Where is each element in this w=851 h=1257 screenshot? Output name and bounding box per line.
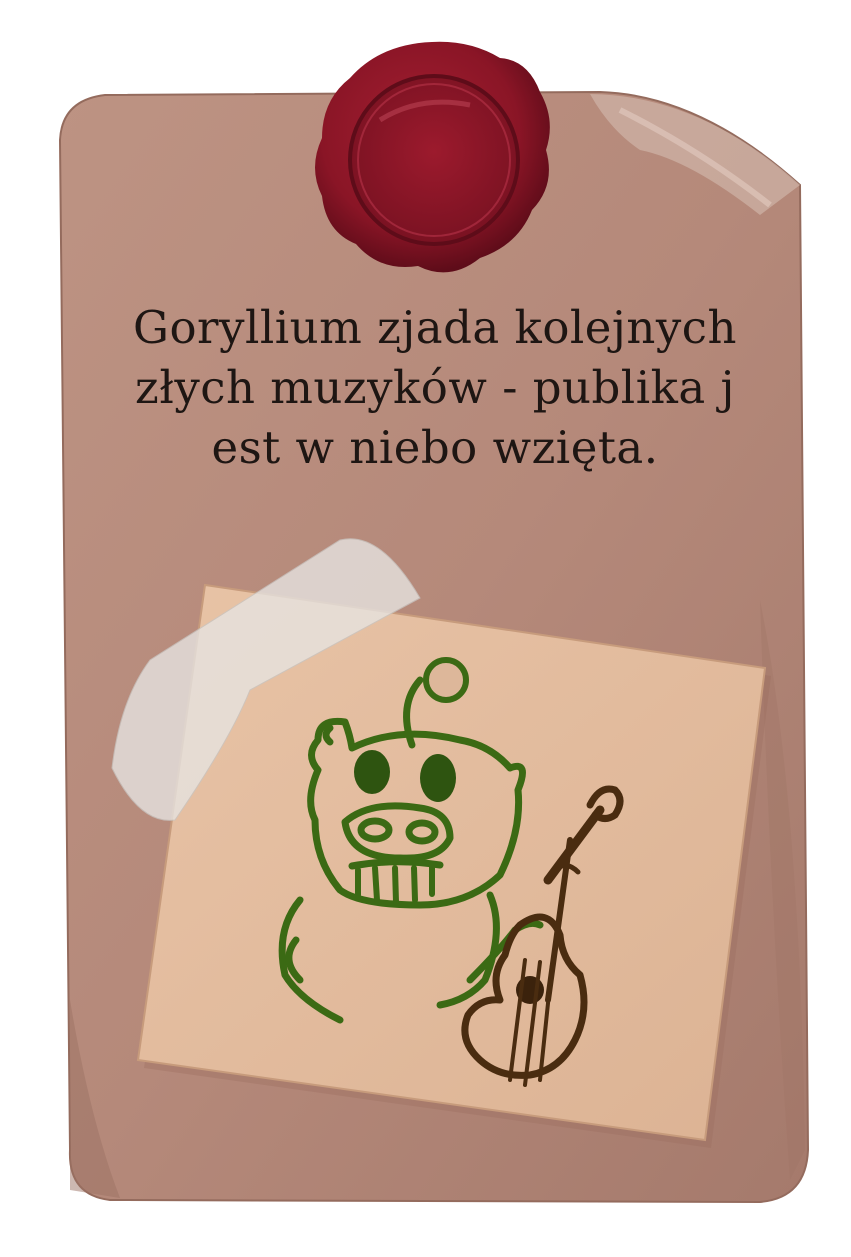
card-caption xyxy=(100,298,770,478)
caption-line-3: est w niebo wzięta. xyxy=(211,421,659,474)
caption-line-2: złych muzyków - publika j xyxy=(135,361,735,414)
caption-line-1: Goryllium zjada kolejnych xyxy=(133,301,737,354)
